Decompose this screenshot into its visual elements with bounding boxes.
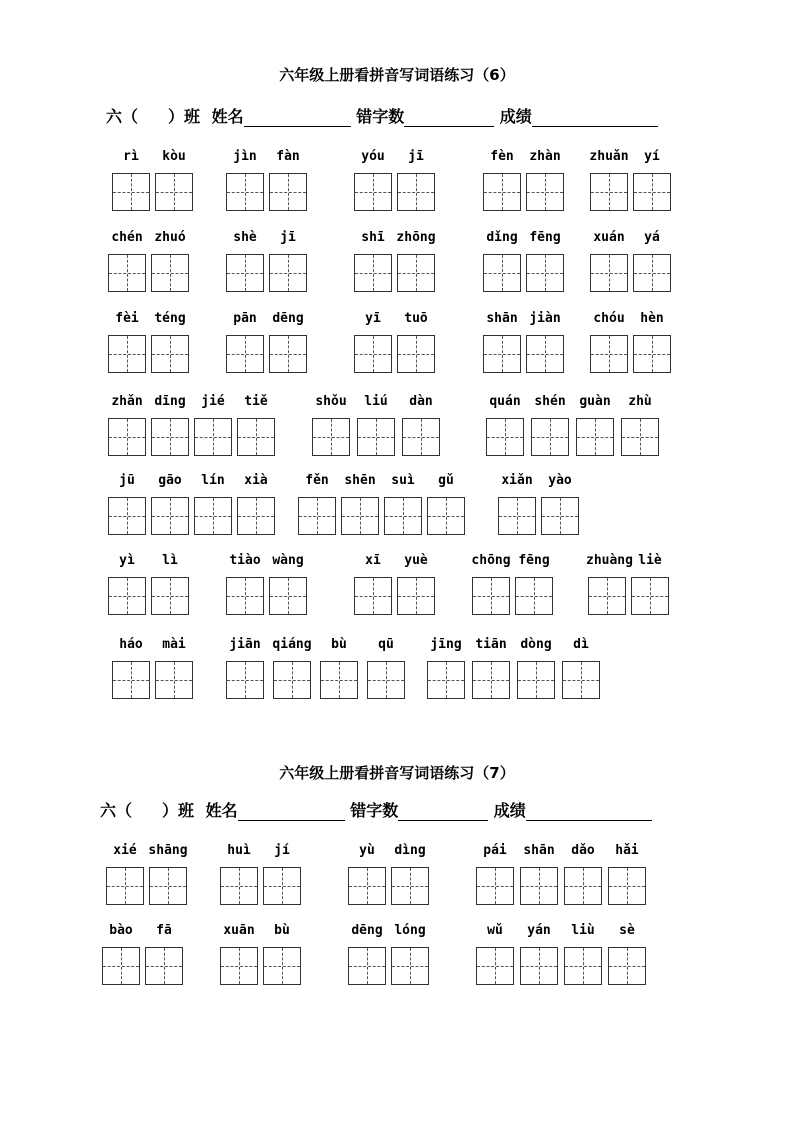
tianzige-writing-box[interactable] xyxy=(269,254,307,292)
tianzige-writing-box[interactable] xyxy=(590,254,628,292)
tianzige-writing-box[interactable] xyxy=(312,418,350,456)
name-label: 姓名 xyxy=(211,107,244,126)
errors-blank[interactable] xyxy=(398,804,488,821)
tianzige-writing-box[interactable] xyxy=(194,418,232,456)
pinyin-syllable: rì xyxy=(123,149,139,164)
pinyin-syllable: fèi xyxy=(115,311,139,326)
pinyin-syllable: zhuàng xyxy=(586,553,633,568)
pinyin-syllable: gāo xyxy=(158,473,182,488)
class-blank xyxy=(132,805,162,821)
pinyin-syllable: tiě xyxy=(244,394,268,409)
tianzige-writing-box[interactable] xyxy=(357,418,395,456)
pinyin-syllable: yóu xyxy=(361,149,385,164)
tianzige-writing-box[interactable] xyxy=(397,577,435,615)
tianzige-writing-box[interactable] xyxy=(476,947,514,985)
pinyin-syllable: qū xyxy=(378,637,394,652)
tianzige-writing-box[interactable] xyxy=(237,497,275,535)
pinyin-syllable: wàng xyxy=(272,553,304,568)
tianzige-writing-box[interactable] xyxy=(269,335,307,373)
pinyin-syllable: yì xyxy=(119,553,135,568)
tianzige-writing-box[interactable] xyxy=(151,497,189,535)
pinyin-syllable: xié xyxy=(113,843,137,858)
pinyin-syllable: jí xyxy=(274,843,290,858)
pinyin-syllable: téng xyxy=(154,311,186,326)
tianzige-writing-box[interactable] xyxy=(102,947,140,985)
pinyin-syllable: dīng xyxy=(154,394,186,409)
tianzige-writing-box[interactable] xyxy=(520,947,558,985)
score-blank[interactable] xyxy=(532,110,658,127)
pinyin-syllable: dòng xyxy=(520,637,552,652)
tianzige-writing-box[interactable] xyxy=(633,335,671,373)
pinyin-syllable: hǎi xyxy=(615,843,639,858)
pinyin-syllable: dǎo xyxy=(571,843,595,858)
tianzige-writing-box[interactable] xyxy=(226,254,264,292)
pinyin-syllable: chōng xyxy=(471,553,511,568)
pinyin-syllable: bào xyxy=(109,923,133,938)
tianzige-writing-box[interactable] xyxy=(541,497,579,535)
score-label: 成绩 xyxy=(493,801,526,820)
tianzige-writing-box[interactable] xyxy=(367,661,405,699)
pinyin-syllable: háo xyxy=(119,637,143,652)
pinyin-syllable: shēn xyxy=(344,473,376,488)
tianzige-writing-box[interactable] xyxy=(145,947,183,985)
tianzige-writing-box[interactable] xyxy=(564,947,602,985)
pinyin-syllable: yá xyxy=(644,230,660,245)
tianzige-writing-box[interactable] xyxy=(273,661,311,699)
pinyin-syllable: wǔ xyxy=(487,923,503,938)
tianzige-writing-box[interactable] xyxy=(112,173,150,211)
tianzige-writing-box[interactable] xyxy=(590,173,628,211)
tianzige-writing-box[interactable] xyxy=(320,661,358,699)
name-blank[interactable] xyxy=(238,804,345,821)
tianzige-writing-box[interactable] xyxy=(348,947,386,985)
tianzige-writing-box[interactable] xyxy=(590,335,628,373)
tianzige-writing-box[interactable] xyxy=(106,867,144,905)
tianzige-writing-box[interactable] xyxy=(237,418,275,456)
tianzige-writing-box[interactable] xyxy=(498,497,536,535)
pinyin-syllable: zhuó xyxy=(154,230,186,245)
tianzige-writing-box[interactable] xyxy=(263,947,301,985)
tianzige-writing-box[interactable] xyxy=(108,497,146,535)
tianzige-writing-box[interactable] xyxy=(269,577,307,615)
pinyin-syllable: xī xyxy=(365,553,381,568)
pinyin-syllable: shān xyxy=(523,843,555,858)
pinyin-syllable: lóng xyxy=(394,923,426,938)
tianzige-writing-box[interactable] xyxy=(108,577,146,615)
pinyin-syllable: dìng xyxy=(394,843,426,858)
pinyin-syllable: jī xyxy=(408,149,424,164)
score-label: 成绩 xyxy=(499,107,532,126)
pinyin-syllable: gǔ xyxy=(438,473,454,488)
tianzige-writing-box[interactable] xyxy=(149,867,187,905)
pinyin-syllable: fěn xyxy=(305,473,329,488)
tianzige-writing-box[interactable] xyxy=(476,867,514,905)
pinyin-syllable: guàn xyxy=(579,394,611,409)
pinyin-syllable: fā xyxy=(156,923,172,938)
tianzige-writing-box[interactable] xyxy=(531,418,569,456)
tianzige-writing-box[interactable] xyxy=(348,867,386,905)
pinyin-syllable: suì xyxy=(391,473,415,488)
tianzige-writing-box[interactable] xyxy=(155,173,193,211)
pinyin-syllable: zhàn xyxy=(529,149,561,164)
tianzige-writing-box[interactable] xyxy=(402,418,440,456)
tianzige-writing-box[interactable] xyxy=(576,418,614,456)
tianzige-writing-box[interactable] xyxy=(391,947,429,985)
tianzige-writing-box[interactable] xyxy=(472,577,510,615)
name-blank[interactable] xyxy=(244,110,351,127)
pinyin-syllable: hèn xyxy=(640,311,664,326)
tianzige-writing-box[interactable] xyxy=(621,418,659,456)
tianzige-writing-box[interactable] xyxy=(108,254,146,292)
tianzige-writing-box[interactable] xyxy=(269,173,307,211)
tianzige-writing-box[interactable] xyxy=(526,173,564,211)
score-blank[interactable] xyxy=(526,804,652,821)
tianzige-writing-box[interactable] xyxy=(472,661,510,699)
pinyin-syllable: shān xyxy=(486,311,518,326)
tianzige-writing-box[interactable] xyxy=(631,577,669,615)
pinyin-syllable: bù xyxy=(331,637,347,652)
pinyin-syllable: zhù xyxy=(628,394,652,409)
pinyin-syllable: shī xyxy=(361,230,385,245)
tianzige-writing-box[interactable] xyxy=(220,947,258,985)
errors-label: 错字数 xyxy=(356,107,405,126)
pinyin-syllable: pái xyxy=(483,843,507,858)
pinyin-syllable: lì xyxy=(162,553,178,568)
pinyin-syllable: zhōng xyxy=(396,230,436,245)
tianzige-writing-box[interactable] xyxy=(151,577,189,615)
tianzige-writing-box[interactable] xyxy=(155,661,193,699)
pinyin-syllable: shǒu xyxy=(315,394,347,409)
tianzige-writing-box[interactable] xyxy=(226,173,264,211)
tianzige-writing-box[interactable] xyxy=(220,867,258,905)
tianzige-writing-box[interactable] xyxy=(151,335,189,373)
pinyin-syllable: chóu xyxy=(593,311,625,326)
pinyin-syllable: shè xyxy=(233,230,257,245)
pinyin-syllable: pān xyxy=(233,311,257,326)
tianzige-writing-box[interactable] xyxy=(427,661,465,699)
errors-label: 错字数 xyxy=(350,801,399,820)
tianzige-writing-box[interactable] xyxy=(397,173,435,211)
tianzige-writing-box[interactable] xyxy=(226,335,264,373)
pinyin-syllable: mài xyxy=(162,637,186,652)
tianzige-writing-box[interactable] xyxy=(354,577,392,615)
tianzige-writing-box[interactable] xyxy=(562,661,600,699)
pinyin-syllable: tiān xyxy=(475,637,507,652)
tianzige-writing-box[interactable] xyxy=(226,577,264,615)
pinyin-syllable: shén xyxy=(534,394,566,409)
pinyin-syllable: fēng xyxy=(529,230,561,245)
class-suffix: ）班 xyxy=(168,107,201,126)
pinyin-syllable: jū xyxy=(119,473,135,488)
pinyin-syllable: quán xyxy=(489,394,521,409)
pinyin-syllable: fēng xyxy=(518,553,550,568)
tianzige-writing-box[interactable] xyxy=(354,254,392,292)
tianzige-writing-box[interactable] xyxy=(427,497,465,535)
pinyin-syllable: yī xyxy=(365,311,381,326)
pinyin-syllable: dì xyxy=(573,637,589,652)
pinyin-syllable: bù xyxy=(274,923,290,938)
class-suffix: ）班 xyxy=(162,801,195,820)
pinyin-syllable: xuān xyxy=(223,923,255,938)
pinyin-syllable: liù xyxy=(571,923,595,938)
tianzige-writing-box[interactable] xyxy=(608,947,646,985)
tianzige-writing-box[interactable] xyxy=(483,335,521,373)
pinyin-syllable: jīng xyxy=(430,637,462,652)
tianzige-writing-box[interactable] xyxy=(526,335,564,373)
pinyin-syllable: yào xyxy=(548,473,572,488)
tianzige-writing-box[interactable] xyxy=(194,497,232,535)
student-info-header xyxy=(106,104,658,127)
tianzige-writing-box[interactable] xyxy=(298,497,336,535)
student-info-header xyxy=(100,798,652,821)
class-prefix: 六（ xyxy=(100,801,133,820)
pinyin-syllable: jìn xyxy=(233,149,257,164)
pinyin-syllable: dēng xyxy=(272,311,304,326)
pinyin-syllable: xuán xyxy=(593,230,625,245)
class-blank xyxy=(138,111,168,127)
pinyin-syllable: dǐng xyxy=(486,230,518,245)
tianzige-writing-box[interactable] xyxy=(483,173,521,211)
tianzige-writing-box[interactable] xyxy=(397,254,435,292)
tianzige-writing-box[interactable] xyxy=(483,254,521,292)
tianzige-writing-box[interactable] xyxy=(515,577,553,615)
tianzige-writing-box[interactable] xyxy=(391,867,429,905)
pinyin-syllable: xiǎn xyxy=(501,473,533,488)
tianzige-writing-box[interactable] xyxy=(263,867,301,905)
tianzige-writing-box[interactable] xyxy=(151,418,189,456)
pinyin-syllable: huì xyxy=(227,843,251,858)
pinyin-syllable: kòu xyxy=(162,149,186,164)
pinyin-syllable: zhǎn xyxy=(111,394,143,409)
pinyin-syllable: jié xyxy=(201,394,225,409)
tianzige-writing-box[interactable] xyxy=(341,497,379,535)
pinyin-syllable: sè xyxy=(619,923,635,938)
pinyin-syllable: yí xyxy=(644,149,660,164)
tianzige-writing-box[interactable] xyxy=(633,173,671,211)
pinyin-syllable: dēng xyxy=(351,923,383,938)
pinyin-syllable: liè xyxy=(638,553,662,568)
tianzige-writing-box[interactable] xyxy=(108,335,146,373)
pinyin-syllable: tiào xyxy=(229,553,261,568)
pinyin-syllable: liú xyxy=(364,394,388,409)
tianzige-writing-box[interactable] xyxy=(354,335,392,373)
tianzige-writing-box[interactable] xyxy=(397,335,435,373)
pinyin-syllable: fèn xyxy=(490,149,514,164)
pinyin-syllable: qiáng xyxy=(272,637,312,652)
pinyin-syllable: tuō xyxy=(404,311,428,326)
tianzige-writing-box[interactable] xyxy=(564,867,602,905)
tianzige-writing-box[interactable] xyxy=(633,254,671,292)
tianzige-writing-box[interactable] xyxy=(151,254,189,292)
pinyin-syllable: yù xyxy=(359,843,375,858)
name-label: 姓名 xyxy=(205,801,238,820)
tianzige-writing-box[interactable] xyxy=(588,577,626,615)
pinyin-syllable: chén xyxy=(111,230,143,245)
pinyin-syllable: shāng xyxy=(148,843,188,858)
tianzige-writing-box[interactable] xyxy=(354,173,392,211)
worksheet-title: 六年级上册看拼音写词语练习（6） xyxy=(279,66,515,84)
tianzige-writing-box[interactable] xyxy=(108,418,146,456)
class-prefix: 六（ xyxy=(106,107,139,126)
tianzige-writing-box[interactable] xyxy=(526,254,564,292)
pinyin-syllable: yuè xyxy=(404,553,428,568)
tianzige-writing-box[interactable] xyxy=(112,661,150,699)
tianzige-writing-box[interactable] xyxy=(517,661,555,699)
pinyin-syllable: dàn xyxy=(409,394,433,409)
tianzige-writing-box[interactable] xyxy=(486,418,524,456)
pinyin-syllable: zhuǎn xyxy=(589,149,629,164)
pinyin-syllable: lín xyxy=(201,473,225,488)
pinyin-syllable: jī xyxy=(280,230,296,245)
tianzige-writing-box[interactable] xyxy=(608,867,646,905)
tianzige-writing-box[interactable] xyxy=(520,867,558,905)
pinyin-syllable: jiàn xyxy=(529,311,561,326)
pinyin-syllable: yán xyxy=(527,923,551,938)
pinyin-syllable: jiān xyxy=(229,637,261,652)
worksheet-title: 六年级上册看拼音写词语练习（7） xyxy=(279,764,515,782)
pinyin-syllable: xià xyxy=(244,473,268,488)
pinyin-syllable: fàn xyxy=(276,149,300,164)
tianzige-writing-box[interactable] xyxy=(384,497,422,535)
errors-blank[interactable] xyxy=(404,110,494,127)
tianzige-writing-box[interactable] xyxy=(226,661,264,699)
